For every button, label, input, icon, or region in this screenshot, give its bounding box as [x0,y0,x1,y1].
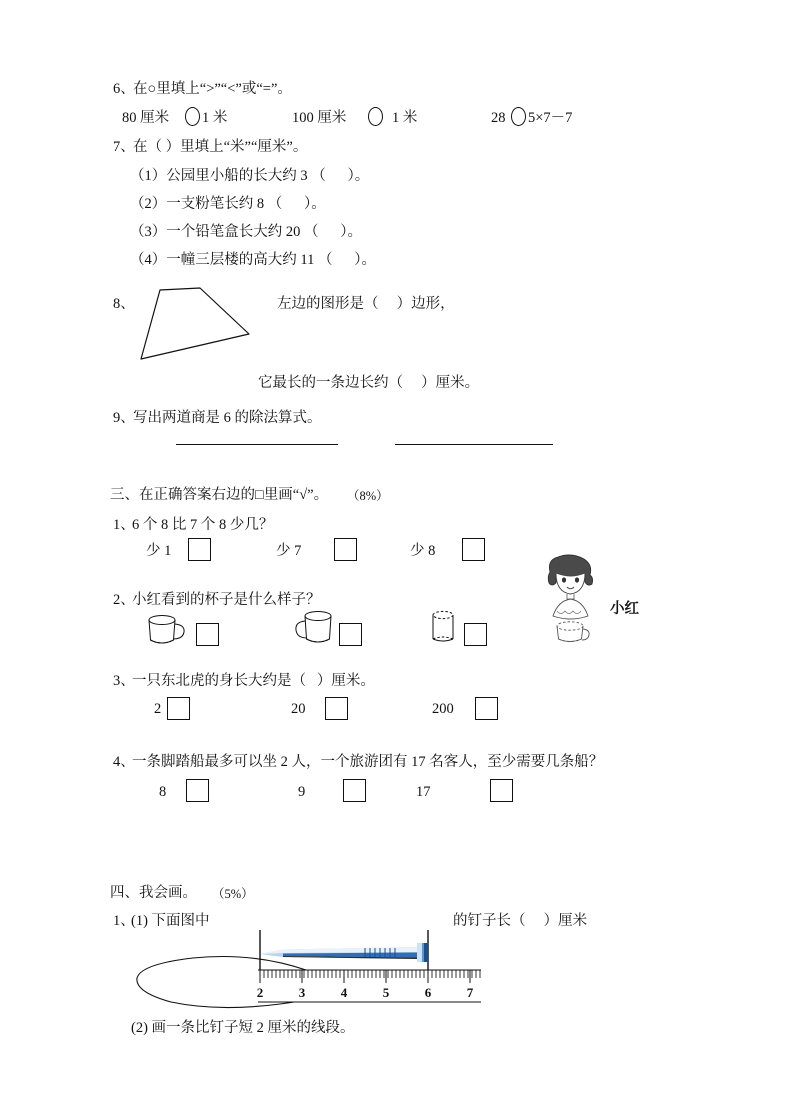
q6-number: 6、 [113,81,135,97]
q6-compare-1-circle[interactable] [185,107,200,126]
s3-q3-option-2-label: 20 [291,701,306,717]
q8-line-2: 它最长的一条边长约（ ）厘米。 [258,375,480,391]
s3-q3-prompt: 一只东北虎的身长大约是（ ）厘米。 [132,673,375,689]
q9-answer-line-2[interactable] [395,444,553,445]
s4-q1-part1-prefix: (1) 下面图中 [131,913,210,929]
s3-q1-prompt: 6 个 8 比 7 个 8 少几？ [132,517,274,533]
girl-xiaohong-icon [540,554,602,648]
s3-q1-option-1-checkbox[interactable] [188,538,211,561]
s3-q4-option-1-label: 8 [159,784,167,800]
cup-handle-right-icon [143,612,191,648]
s3-q2-number: 2、 [113,592,135,608]
section-four-heading: 四、我会画。 [110,885,197,901]
girl-xiaohong-label: 小红 [610,601,639,617]
q9-number: 9、 [113,410,135,426]
s3-q3-option-2-checkbox[interactable] [325,697,348,720]
ruler-tick-label-4: 4 [340,985,348,1000]
s3-q3-option-1-label: 2 [154,701,162,717]
s3-q4-option-2-label: 9 [298,784,306,800]
s3-q4-option-3-label: 17 [416,784,431,800]
s3-q3-number: 3、 [113,673,135,689]
ruler-tick-label-2: 2 [256,985,264,1000]
s3-q3-option-3-checkbox[interactable] [475,697,498,720]
s3-q4-option-3-checkbox[interactable] [490,779,513,802]
cup-no-handle-icon [428,608,458,648]
ruler-tick-label-5: 5 [382,985,390,1000]
s3-q1-option-2-checkbox[interactable] [334,538,357,561]
q8-line-1: 左边的图形是（ ）边形， [277,296,455,312]
q7-item-2: （2）一支粉笔长约 8 （ ）。 [130,196,326,212]
q6-compare-3-right: 5×7－7 [528,110,573,126]
q6-compare-2-circle[interactable] [368,107,383,126]
q7-number: 7、 [113,139,135,155]
quadrilateral-figure [130,284,260,366]
s3-q4-option-2-checkbox[interactable] [343,779,366,802]
s3-q4-number: 4、 [113,754,135,770]
ruler-with-nail-figure [133,928,483,1008]
s3-q3-option-3-label: 200 [432,701,454,717]
ruler-tick-label-3: 3 [298,985,306,1000]
q6-compare-1-left: 80 厘米 [122,110,170,126]
section-three-heading: 三、在正确答案右边的□里画“√”。 [110,487,329,503]
section-four-heading-score: （5%） [212,887,254,901]
s3-q1-number: 1、 [113,517,135,533]
ruler-tick-label-7: 7 [466,985,474,1000]
q6-compare-2-right: 1 米 [392,110,418,126]
q7-item-3: （3）一个铅笔盒长大约 20 （ ）。 [130,224,362,240]
q6-compare-2-left: 100 厘米 [292,110,347,126]
s3-q2-option-3-checkbox[interactable] [464,623,487,646]
s3-q2-option-1-checkbox[interactable] [196,623,219,646]
s3-q2-prompt: 小红看到的杯子是什么样子？ [132,592,321,608]
s4-q1-part1-suffix: 的钉子长（ ）厘米 [453,913,588,929]
ruler-tick-label-6: 6 [424,985,432,1000]
q9-prompt: 写出两道商是 6 的除法算式。 [133,410,322,426]
s3-q4-option-1-checkbox[interactable] [186,779,209,802]
s3-q1-option-3-checkbox[interactable] [462,538,485,561]
s4-q1-number: 1、 [113,913,135,929]
q6-compare-3-left: 28 [491,110,506,126]
s3-q1-option-2-label: 少 7 [276,543,302,559]
nail-shape [260,943,428,962]
q9-answer-line-1[interactable] [176,444,338,445]
q6-compare-1-right: 1 米 [202,110,228,126]
q7-prompt: 在（ ）里填上“米”“厘米”。 [133,139,308,155]
s3-q4-prompt: 一条脚踏船最多可以坐 2 人，一个旅游团有 17 名客人，至少需要几条船？ [132,754,604,770]
s3-q1-option-3-label: 少 8 [410,543,436,559]
q6-prompt: 在○里填上“>”“<”或“=”。 [133,81,292,97]
s4-q1-part2: (2) 画一条比钉子短 2 厘米的线段。 [131,1020,355,1036]
q7-item-4: （4）一幢三层楼的高大约 11 （ ）。 [130,252,376,268]
section-three-heading-score: （8%） [347,489,389,503]
q7-item-1: （1）公园里小船的长大约 3 （ ）。 [130,168,370,184]
q6-compare-3-circle[interactable] [511,107,526,126]
s3-q1-option-1-label: 少 1 [146,543,172,559]
q8-number: 8、 [113,296,135,312]
s3-q2-option-2-checkbox[interactable] [339,623,362,646]
s3-q3-option-1-checkbox[interactable] [167,697,190,720]
cup-handle-left-icon [287,608,337,648]
